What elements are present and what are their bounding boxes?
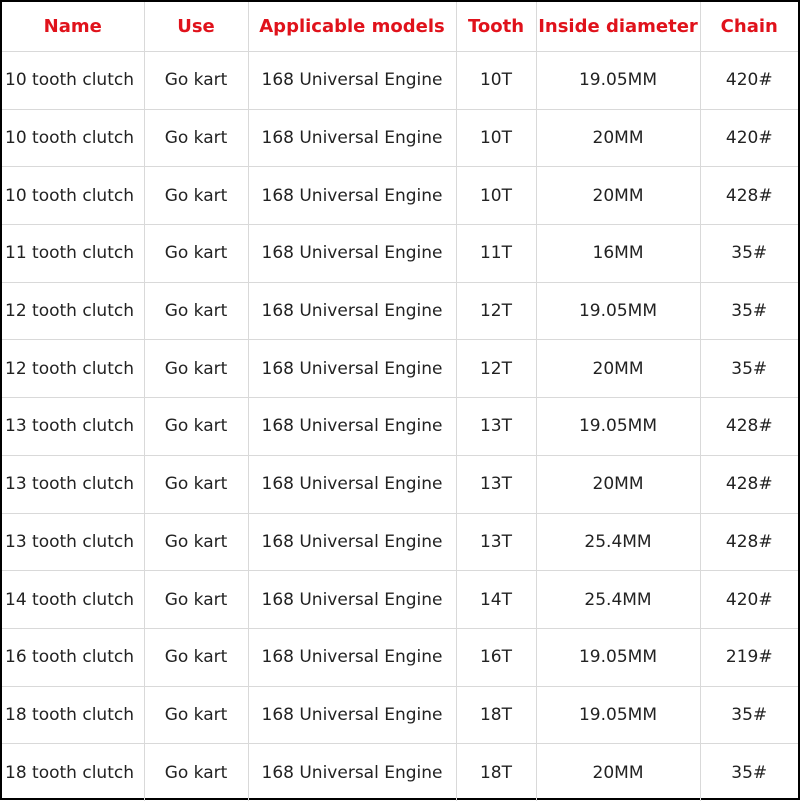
use-cell: Go kart (144, 398, 248, 456)
table-row (2, 109, 798, 167)
use-cell: Go kart (144, 109, 248, 167)
model-cell: 168 Universal Engine (248, 109, 456, 167)
name-cell: 12 tooth clutch (2, 282, 144, 340)
name-cell: 18 tooth clutch (2, 686, 144, 744)
use-cell: Go kart (144, 282, 248, 340)
tooth-cell: 18T (456, 686, 536, 744)
header-row (2, 2, 798, 52)
diameter-cell: 20MM (536, 744, 700, 801)
model-cell: 168 Universal Engine (248, 513, 456, 571)
tooth-cell: 13T (456, 455, 536, 513)
use-cell: Go kart (144, 455, 248, 513)
use-cell: Go kart (144, 686, 248, 744)
diameter-cell: 20MM (536, 167, 700, 225)
model-cell: 168 Universal Engine (248, 340, 456, 398)
tooth-cell: 12T (456, 340, 536, 398)
chain-cell: 428# (700, 167, 798, 225)
use-cell: Go kart (144, 571, 248, 629)
model-cell: 168 Universal Engine (248, 282, 456, 340)
chain-cell: 219# (700, 628, 798, 686)
tooth-cell: 10T (456, 52, 536, 110)
chain-cell: 35# (700, 225, 798, 283)
header-chain: Chain (700, 2, 798, 52)
model-cell: 168 Universal Engine (248, 225, 456, 283)
tooth-cell: 13T (456, 398, 536, 456)
name-cell: 14 tooth clutch (2, 571, 144, 629)
diameter-cell: 20MM (536, 455, 700, 513)
chain-cell: 428# (700, 455, 798, 513)
diameter-cell: 19.05MM (536, 628, 700, 686)
chain-cell: 420# (700, 571, 798, 629)
table-row (2, 225, 798, 283)
name-cell: 18 tooth clutch (2, 744, 144, 801)
model-cell: 168 Universal Engine (248, 744, 456, 801)
name-cell: 13 tooth clutch (2, 455, 144, 513)
use-cell: Go kart (144, 340, 248, 398)
model-cell: 168 Universal Engine (248, 628, 456, 686)
use-cell: Go kart (144, 628, 248, 686)
chain-cell: 428# (700, 398, 798, 456)
table-row (2, 282, 798, 340)
chain-cell: 35# (700, 744, 798, 801)
chain-cell: 35# (700, 686, 798, 744)
table-row (2, 398, 798, 456)
diameter-cell: 19.05MM (536, 398, 700, 456)
name-cell: 16 tooth clutch (2, 628, 144, 686)
model-cell: 168 Universal Engine (248, 167, 456, 225)
diameter-cell: 19.05MM (536, 282, 700, 340)
diameter-cell: 20MM (536, 340, 700, 398)
name-cell: 13 tooth clutch (2, 398, 144, 456)
table-row (2, 686, 798, 744)
name-cell: 10 tooth clutch (2, 167, 144, 225)
tooth-cell: 13T (456, 513, 536, 571)
table-row (2, 455, 798, 513)
table-row (2, 744, 798, 801)
use-cell: Go kart (144, 52, 248, 110)
header-name: Name (2, 2, 144, 52)
tooth-cell: 12T (456, 282, 536, 340)
use-cell: Go kart (144, 744, 248, 801)
table-row (2, 628, 798, 686)
table-row (2, 513, 798, 571)
table-row (2, 571, 798, 629)
diameter-cell: 19.05MM (536, 686, 700, 744)
header-inside-diameter: Inside diameter (536, 2, 700, 52)
table-row (2, 167, 798, 225)
use-cell: Go kart (144, 167, 248, 225)
use-cell: Go kart (144, 225, 248, 283)
tooth-cell: 10T (456, 109, 536, 167)
use-cell: Go kart (144, 513, 248, 571)
clutch-spec-table (2, 2, 798, 801)
model-cell: 168 Universal Engine (248, 52, 456, 110)
table-row (2, 52, 798, 110)
chain-cell: 35# (700, 282, 798, 340)
diameter-cell: 16MM (536, 225, 700, 283)
tooth-cell: 11T (456, 225, 536, 283)
name-cell: 10 tooth clutch (2, 52, 144, 110)
name-cell: 11 tooth clutch (2, 225, 144, 283)
diameter-cell: 19.05MM (536, 52, 700, 110)
diameter-cell: 25.4MM (536, 571, 700, 629)
diameter-cell: 25.4MM (536, 513, 700, 571)
name-cell: 10 tooth clutch (2, 109, 144, 167)
chain-cell: 420# (700, 52, 798, 110)
chain-cell: 35# (700, 340, 798, 398)
tooth-cell: 14T (456, 571, 536, 629)
name-cell: 12 tooth clutch (2, 340, 144, 398)
header-tooth: Tooth (456, 2, 536, 52)
table-row (2, 340, 798, 398)
chain-cell: 420# (700, 109, 798, 167)
header-applicable-models: Applicable models (248, 2, 456, 52)
name-cell: 13 tooth clutch (2, 513, 144, 571)
tooth-cell: 16T (456, 628, 536, 686)
table-body (2, 52, 798, 801)
model-cell: 168 Universal Engine (248, 455, 456, 513)
model-cell: 168 Universal Engine (248, 686, 456, 744)
model-cell: 168 Universal Engine (248, 398, 456, 456)
diameter-cell: 20MM (536, 109, 700, 167)
tooth-cell: 18T (456, 744, 536, 801)
header-use: Use (144, 2, 248, 52)
model-cell: 168 Universal Engine (248, 571, 456, 629)
chain-cell: 428# (700, 513, 798, 571)
tooth-cell: 10T (456, 167, 536, 225)
